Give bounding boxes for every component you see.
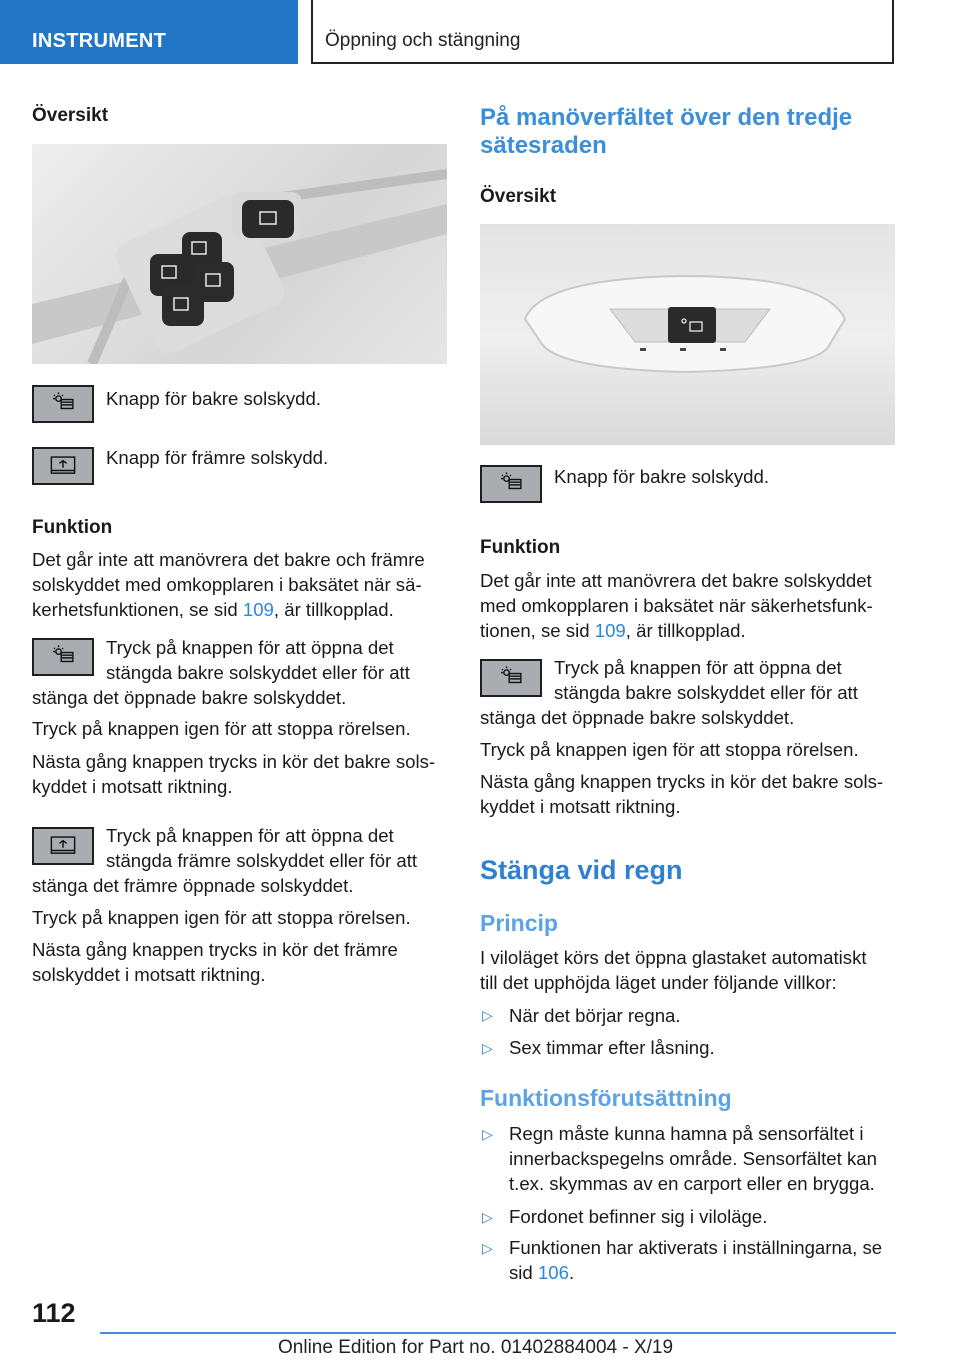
left-rear-again: Tryck på knappen igen för att stoppa rörelsen. [32, 718, 411, 739]
page-link-109[interactable]: 109 [242, 599, 274, 620]
list-item: Regn måste kunna hamna på sensorfältet i innerbackspegelns område. Sensorfältet kan t.ex. skymmas av en carport eller en brygga. [509, 1123, 877, 1194]
left-front-press-cont: stänga det främre öppnade solskyddet. [32, 875, 354, 896]
overhead-panel-photo [480, 224, 895, 445]
left-rear-next: Nästa gång knappen trycks in kör det bakre sols- kyddet i motsatt riktning. [32, 751, 436, 797]
left-rear-press-cont: stänga det öppnade bakre solskyddet. [32, 687, 347, 708]
left-function-heading: Funktion [32, 517, 113, 538]
page-link-106[interactable]: 106 [537, 1262, 569, 1283]
bullet-icon: ▷ [482, 1240, 493, 1256]
bullet-icon: ▷ [482, 1209, 493, 1225]
left-legend-rear-text: Knapp för bakre solskydd. [106, 388, 321, 409]
rear-sunblind-icon [32, 638, 94, 676]
bullet-icon: ▷ [482, 1007, 493, 1023]
requirement-title: Funktionsförutsättning [480, 1085, 732, 1111]
left-front-press-text: Tryck på knappen för att öppna det stängda främre solskyddet eller för att [106, 825, 418, 871]
left-legend-front-text: Knapp för främre solskydd. [106, 447, 329, 468]
right-rear-again: Tryck på knappen igen för att stoppa rörelsen. [480, 739, 859, 760]
rear-sunblind-icon [480, 465, 542, 503]
right-overview-heading: Översikt [480, 186, 557, 207]
left-front-next: Nästa gång knappen trycks in kör det främre solskyddet i motsatt riktning. [32, 939, 398, 985]
section-tab [0, 0, 298, 64]
chapter-title: Öppning och stängning [325, 30, 521, 51]
right-function-heading: Funktion [480, 537, 561, 558]
rain-close-title: Stänga vid regn [480, 855, 683, 885]
left-front-again: Tryck på knappen igen för att stoppa rörelsen. [32, 907, 411, 928]
right-rear-press-text: Tryck på knappen för att öppna det stängda bakre solskyddet eller för att [554, 657, 858, 703]
list-item: Funktionen har aktiverats i inställningarna, se sid 106. [509, 1237, 883, 1283]
page-link-109[interactable]: 109 [594, 620, 626, 641]
left-function-paragraph: Det går inte att manövrera det bakre och främre solskyddet med omkopplaren i baksätet när sä- kerhetsfunktionen, se sid 109, är tillkopplad. [32, 549, 425, 620]
list-item: Sex timmar efter låsning. [509, 1037, 715, 1058]
right-rear-press-cont: stänga det öppnade bakre solskyddet. [480, 707, 795, 728]
right-section-title: På manöverfältet över den tredje sätesraden [480, 104, 853, 159]
front-sunblind-icon [32, 827, 94, 865]
rear-sunblind-icon [32, 385, 94, 423]
right-rear-next: Nästa gång knappen trycks in kör det bakre sols- kyddet i motsatt riktning. [480, 771, 884, 817]
section-title: INSTRUMENT [32, 30, 167, 52]
principle-paragraph: I viloläget körs det öppna glastaket automatiskt till det upphöjda läget under följande villkor: [480, 947, 867, 993]
principle-title: Princip [480, 910, 558, 936]
front-sunblind-icon [32, 447, 94, 485]
edition-note: Online Edition for Part no. 01402884004 - X/19 [278, 1337, 674, 1358]
right-function-paragraph: Det går inte att manövrera det bakre solskyddet med omkopplaren i baksätet när säkerhetsfunk- tionen, se sid 109, är tillkopplad. [480, 570, 873, 641]
list-item: Fordonet befinner sig i viloläge. [509, 1206, 768, 1227]
bullet-icon: ▷ [482, 1126, 493, 1142]
right-legend-rear-text: Knapp för bakre solskydd. [554, 466, 769, 487]
chapter-tab [311, 0, 894, 64]
left-rear-press-text: Tryck på knappen för att öppna det stängda bakre solskyddet eller för att [106, 637, 410, 683]
list-item: När det börjar regna. [509, 1005, 681, 1026]
footer-divider [100, 1332, 896, 1334]
rear-sunblind-icon [480, 659, 542, 697]
door-switch-photo [32, 144, 447, 364]
bullet-icon: ▷ [482, 1040, 493, 1056]
page-number: 112 [32, 1298, 76, 1328]
left-overview-heading: Översikt [32, 105, 109, 126]
